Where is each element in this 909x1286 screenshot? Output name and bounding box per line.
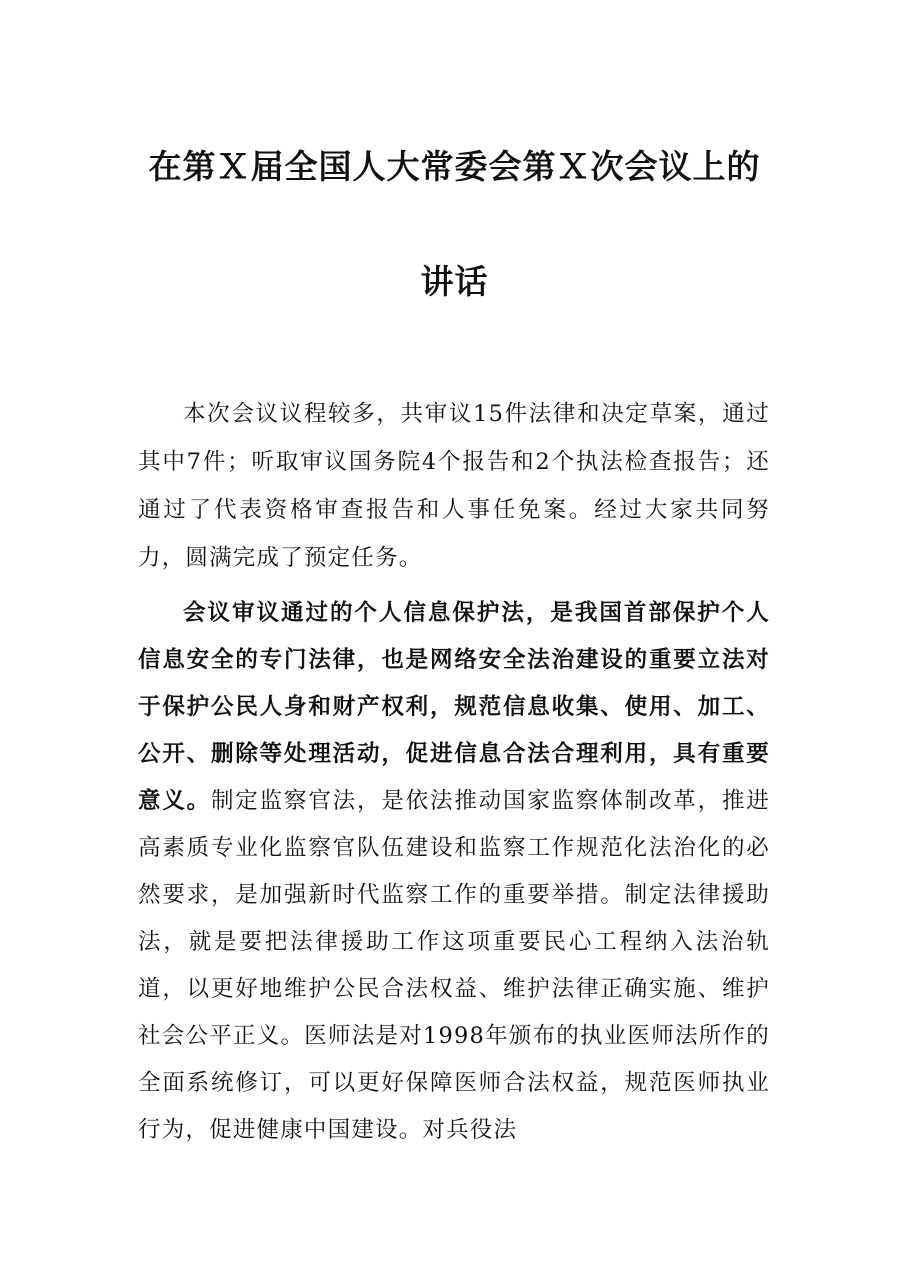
paragraph-2 [138, 590, 770, 1154]
document-title-line-2: 讲话 [420, 262, 489, 301]
paragraph-1: 本次会议议程较多，共审议15件法律和决定草案，通过其中7件；听取审议国务院4个报告和2个执法检查报告；还通过了代表资格审查报告和人事任免案。经过大家共同努力，圆满完成了预定任务。 [138, 401, 770, 571]
paragraph-2-regular-text: 制定监察官法，是依法推动国家监察体制改革，推进高素质专业化监察官队伍建设和监察工作规范化法治化的必然要求，是加强新时代监察工作的重要举措。制定法律援助法，就是要把法律援助工作这项重要民心工程纳入法治轨道，以更好地维护公民合法权益、维护法律正确实施、维护社会公平正义。医师法是对1998年颁布的执业医师法所作的全面系统修订，可以更好保障医师合法权益，规范医师执业行为，促进健康中国建设。对兵役法 [138, 788, 770, 1143]
paragraph-2-bold-text: 会议审议通过的个人信息保护法，是我国首部保护个人信息安全的专门法律，也是网络安全法治建设的重要立法对于保护公民人身和财产权利，规范信息收集、使用、加工、公开、删除等处理活动，促进信息合法合理利用，具有重要意义。 [138, 600, 770, 814]
document-title-line-1: 在第Ｘ届全国人大常委会第Ｘ次会议上的 [148, 147, 761, 186]
